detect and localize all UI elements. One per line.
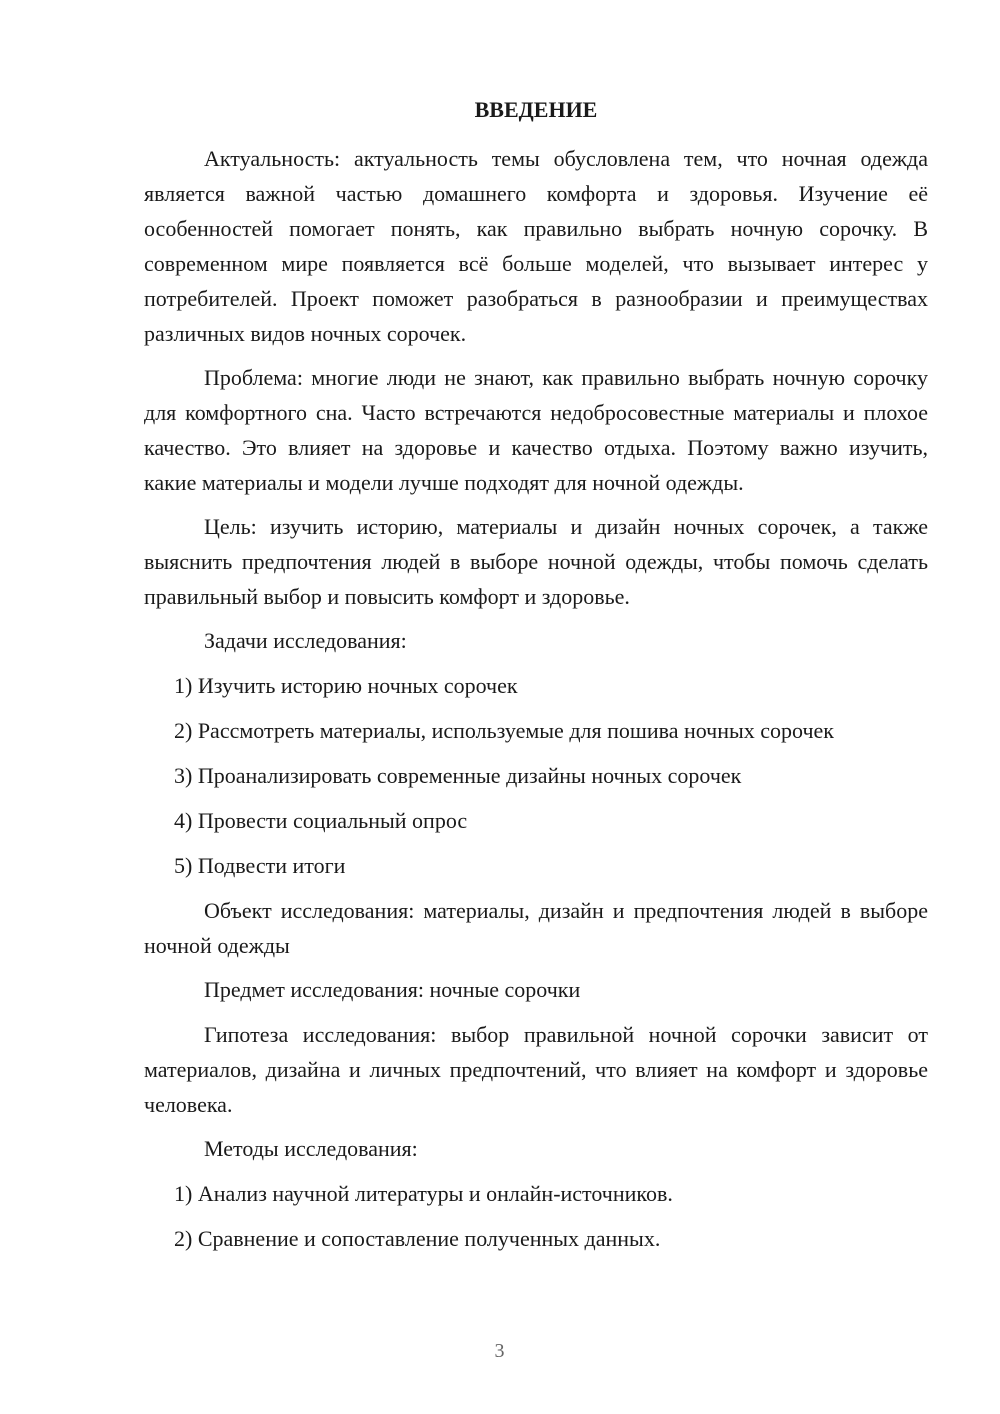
problem-paragraph: Проблема: многие люди не знают, как правильно выбрать ночную сорочку для комфортного сна. Часто встречаются недобросовестные материалы и плохое качество. Это влияет на здоровье и качество отдыха. Поэтому важно изучить, какие материалы и модели лучше подходят для ночной одежды.: [144, 365, 928, 495]
tasks-label: Задачи исследования:: [204, 628, 407, 653]
hypothesis-paragraph: Гипотеза исследования: выбор правильной ночной сорочки зависит от материалов, дизайна и личных предпочтений, что влияет на комфорт и здоровье человека.: [144, 1022, 928, 1117]
methods-label: Методы исследования:: [204, 1136, 418, 1161]
subject-paragraph: Предмет исследования: ночные сорочки: [204, 977, 581, 1002]
object-paragraph: Объект исследования: материалы, дизайн и предпочтения людей в выборе ночной одежды: [144, 898, 928, 958]
task-item: 5) Подвести итоги: [174, 853, 346, 878]
page-content: [144, 92, 928, 1266]
task-item: 2) Рассмотреть материалы, используемые для пошива ночных сорочек: [174, 718, 834, 743]
method-item: 1) Анализ научной литературы и онлайн-источников.: [174, 1181, 673, 1206]
task-item: 3) Проанализировать современные дизайны ночных сорочек: [174, 763, 742, 788]
task-item: 4) Провести социальный опрос: [174, 808, 468, 833]
method-item: 2) Сравнение и сопоставление полученных данных.: [174, 1226, 661, 1251]
goal-paragraph: Цель: изучить историю, материалы и дизайн ночных сорочек, а также выяснить предпочтения людей в выборе ночной одежды, чтобы помочь сделать правильный выбор и повысить комфорт и здоровье.: [144, 514, 928, 609]
task-item: 1) Изучить историю ночных сорочек: [174, 673, 518, 698]
section-title: ВВЕДЕНИЕ: [474, 97, 598, 122]
relevance-paragraph: Актуальность: актуальность темы обусловлена тем, что ночная одежда является важной частью домашнего комфорта и здоровья. Изучение её особенностей помогает понять, как правильно выбрать ночную сорочку. В современном мире появляется всё больше моделей, что вызывает интерес у потребителей. Проект поможет разобраться в разнообразии и преимуществах различных видов ночных сорочек.: [144, 146, 928, 346]
page-number: 3: [494, 1340, 506, 1362]
